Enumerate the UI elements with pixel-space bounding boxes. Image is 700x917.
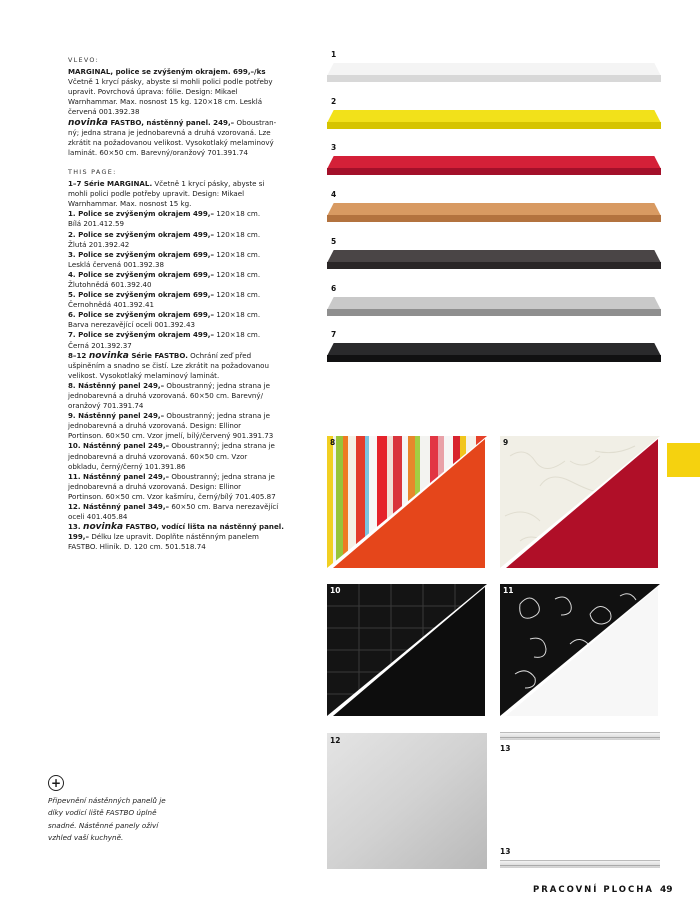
novinka-label: novinka bbox=[88, 350, 129, 361]
this-page-lines bbox=[68, 179, 290, 552]
shelf-front-edge bbox=[327, 215, 661, 222]
plain-text: Portinson. 60×50 cm. Vzor jmelí, bílý/červený 901.391.73 bbox=[68, 431, 274, 441]
plain-text: Oboustranný; jedna strana je bbox=[169, 441, 275, 451]
shelf-front-edge bbox=[327, 122, 661, 129]
footer-section-title: PRACOVNÍ PLOCHA bbox=[533, 885, 654, 895]
plain-text: Ochrání zeď před bbox=[187, 350, 252, 360]
text-line bbox=[68, 532, 290, 542]
text-line bbox=[68, 260, 290, 270]
text-line bbox=[68, 381, 290, 391]
panel-number-9: 9 bbox=[503, 438, 509, 447]
plain-text: 120×18 cm. bbox=[214, 229, 261, 239]
plain-text: obkladu, černý/černý 101.391.86 bbox=[68, 461, 186, 471]
plain-text: Bílá 201.412.59 bbox=[68, 219, 125, 229]
plain-text: Oboustranný; jedna strana je bbox=[164, 380, 270, 390]
text-line bbox=[68, 401, 290, 411]
vlevo-lines bbox=[68, 67, 290, 117]
panel-10 bbox=[327, 584, 487, 716]
plain-text: jednobarevná a druhá vzorovaná. Design: Ellinor bbox=[68, 421, 242, 431]
shelf-front-edge bbox=[327, 75, 661, 82]
text-line bbox=[68, 472, 290, 482]
plain-text: 120×18 cm. bbox=[214, 310, 261, 320]
plain-text: Lesklá červená 001.392.38 bbox=[68, 259, 165, 269]
bold-text: MARGINAL, police se zvýšeným okrajem. 699,–/ks bbox=[68, 67, 266, 77]
plain-text: Černohnědá 401.392.41 bbox=[68, 300, 155, 310]
shelf-number-1: 1 bbox=[331, 50, 337, 59]
caption-line: snadné. Nástěnné panely oživí bbox=[48, 820, 159, 830]
plain-text: červená 001.392.38 bbox=[68, 107, 140, 117]
shelf-front-edge bbox=[327, 309, 661, 316]
caption-line: Připevnění nástěnných panelů je bbox=[48, 796, 166, 805]
plain-text: Portinson. 60×50 cm. Vzor kašmíru, černý/bílý 701.405.87 bbox=[68, 491, 276, 501]
bold-text: 9. Nástěnný panel 249,– bbox=[68, 411, 165, 421]
text-line bbox=[68, 361, 290, 371]
panel-12-graphic bbox=[327, 733, 487, 869]
vlevo-fastbo-lines bbox=[68, 128, 290, 158]
bold-text: 8. Nástěnný panel 249,– bbox=[68, 380, 165, 390]
shelf-2 bbox=[327, 110, 661, 129]
plain-text: oceli 401.405.84 bbox=[68, 512, 128, 522]
panel-12 bbox=[327, 733, 487, 869]
panel-11 bbox=[500, 584, 660, 716]
bold-text: 2. Police se zvýšeným okrajem 499,– bbox=[68, 229, 215, 239]
bold-text: 10. Nástěnný panel 249,– bbox=[68, 441, 170, 451]
text-line bbox=[68, 330, 290, 340]
caption-line: díky vodicí liště FASTBO úplně bbox=[48, 808, 157, 818]
plain-text: jednobarevná a druhá vzorovaná. 60×50 cm. Barevný/ bbox=[68, 391, 264, 400]
panel-8-graphic bbox=[327, 436, 487, 568]
fastbo-title: FASTBO, nástěnný panel. 249,– bbox=[108, 117, 235, 127]
section-tab-marker bbox=[667, 443, 700, 477]
rail-13-bottom bbox=[500, 860, 660, 868]
fastbo-desc: Oboustran- bbox=[234, 117, 277, 127]
rail-13-top bbox=[500, 732, 660, 740]
plain-text: Warnhammar. Max. nosnost 15 kg. 120×18 cm. Lesklá bbox=[68, 97, 263, 107]
plain-text: velikost. Vysokotlaký melaminový laminát. bbox=[68, 370, 220, 380]
shelf-number-5: 5 bbox=[331, 237, 337, 246]
plain-text: 120×18 cm. bbox=[214, 269, 261, 279]
shelf-number-2: 2 bbox=[331, 97, 337, 106]
text-line bbox=[68, 97, 290, 107]
shelf-number-6: 6 bbox=[331, 284, 337, 293]
stainless-steel-surface bbox=[327, 733, 487, 869]
plain-text: ušpiněním a snadno se čistí. Lze zkrátit na požadovanou bbox=[68, 360, 269, 370]
panel-8 bbox=[327, 436, 487, 568]
text-line bbox=[68, 199, 290, 209]
bold-text: 4. Police se zvýšeným okrajem 699,– bbox=[68, 269, 215, 279]
text-line bbox=[68, 270, 290, 280]
plain-text: oranžový 701.391.74 bbox=[68, 401, 144, 411]
bold-text: 6. Police se zvýšeným okrajem 699,– bbox=[68, 310, 215, 320]
product-text-column bbox=[68, 55, 290, 553]
plain-text: Warnhammar. Max. nosnost 15 kg. bbox=[68, 199, 192, 209]
bold-text: FASTBO, vodící lišta na nástěnný panel. bbox=[123, 522, 284, 532]
shelf-number-7: 7 bbox=[331, 330, 337, 339]
bold-text: 199,– bbox=[68, 532, 90, 542]
bold-text: 8–12 bbox=[68, 350, 89, 360]
plain-text: Včetně 1 krycí pásky, abyste si bbox=[152, 179, 265, 189]
shelf-1 bbox=[327, 63, 661, 82]
caption-line: vzhled vaší kuchyně. bbox=[48, 832, 124, 842]
panel-9-graphic bbox=[500, 436, 660, 568]
text-line bbox=[68, 290, 290, 300]
bold-text: 12. Nástěnný panel 349,– bbox=[68, 502, 170, 512]
text-line bbox=[68, 280, 290, 290]
page-number: 49 bbox=[660, 885, 673, 895]
text-line bbox=[68, 219, 290, 229]
text-line bbox=[68, 411, 290, 421]
text-line: laminát. 60×50 cm. Barevný/oranžový 701.391.74 bbox=[68, 147, 248, 157]
text-line bbox=[68, 240, 290, 250]
bold-text: 3. Police se zvýšeným okrajem 699,– bbox=[68, 249, 215, 259]
plus-icon: + bbox=[48, 775, 64, 791]
text-line bbox=[68, 482, 290, 492]
text-line bbox=[68, 492, 290, 502]
text-line bbox=[68, 87, 290, 97]
text-line: ný; jedna strana je jednobarevná a druhá vzorovaná. Lze bbox=[68, 127, 271, 137]
text-line bbox=[68, 179, 290, 189]
novinka-label: novinka bbox=[68, 117, 109, 128]
plain-text: upravit. Povrchová úprava: fólie. Design: Mikael bbox=[68, 87, 238, 97]
text-line bbox=[68, 502, 290, 512]
text-line bbox=[68, 512, 290, 522]
vlevo-fastbo bbox=[68, 118, 290, 128]
text-line bbox=[68, 542, 290, 552]
text-line bbox=[68, 310, 290, 320]
shelf-3 bbox=[327, 156, 661, 175]
bold-text: 1–7 Série MARGINAL. bbox=[68, 179, 153, 189]
plain-text: Černá 201.392.37 bbox=[68, 340, 132, 350]
shelf-number-3: 3 bbox=[331, 143, 337, 152]
plain-text: Žlutohnědá 601.392.40 bbox=[68, 279, 152, 289]
text-line bbox=[68, 67, 290, 77]
plain-text: Včetně 1 krycí pásky, abyste si mohli polici podle potřeby bbox=[68, 77, 273, 87]
shelf-7 bbox=[327, 343, 661, 362]
panel-number-11: 11 bbox=[503, 586, 514, 595]
rail-number-13-bottom: 13 bbox=[500, 847, 511, 856]
text-line bbox=[68, 452, 290, 462]
text-line bbox=[68, 522, 290, 532]
text-line bbox=[68, 250, 290, 260]
panel-9 bbox=[500, 436, 660, 568]
text-line bbox=[68, 371, 290, 381]
shelf-front-edge bbox=[327, 262, 661, 269]
text-line bbox=[68, 107, 290, 117]
text-line bbox=[68, 351, 290, 361]
panel-number-10: 10 bbox=[330, 586, 341, 595]
shelf-front-edge bbox=[327, 355, 661, 362]
plain-text: Oboustranný; jedna strana je bbox=[164, 411, 270, 421]
text-line bbox=[68, 320, 290, 330]
bold-text: 5. Police se zvýšeným okrajem 699,– bbox=[68, 290, 215, 300]
bold-text: 13. bbox=[68, 522, 84, 532]
plain-text: 120×18 cm. bbox=[214, 249, 261, 259]
plain-text: 120×18 cm. bbox=[214, 330, 261, 340]
text-line: zkrátit na požadovanou velikost. Vysokotlaký melaminový bbox=[68, 137, 274, 147]
plain-text: Barva nerezavějící oceli 001.392.43 bbox=[68, 320, 196, 330]
text-line bbox=[68, 391, 290, 401]
text-line bbox=[68, 189, 290, 199]
text-line bbox=[68, 77, 290, 87]
panel-10-graphic bbox=[327, 584, 487, 716]
text-line bbox=[68, 209, 290, 219]
bold-text: 11. Nástěnný panel 249,– bbox=[68, 471, 170, 481]
plain-text: jednobarevná a druhá vzorovaná. Design: Ellinor bbox=[68, 481, 242, 491]
shelf-front-edge bbox=[327, 168, 661, 175]
plain-text: Délku lze upravit. Doplňte nástěnným panelem bbox=[89, 532, 259, 542]
text-line bbox=[68, 341, 290, 351]
text-line bbox=[68, 421, 290, 431]
shelf-6 bbox=[327, 297, 661, 316]
this-page-heading: THIS PAGE: bbox=[68, 167, 117, 176]
plain-text: mohli polici podle potřeby upravit. Design: Mikael bbox=[68, 189, 245, 199]
shelf-number-4: 4 bbox=[331, 190, 337, 199]
panel-number-8: 8 bbox=[330, 438, 336, 447]
vlevo-heading: VLEVO: bbox=[68, 56, 100, 64]
plain-text: 60×50 cm. Barva nerezavějící bbox=[169, 502, 279, 512]
shelf-4 bbox=[327, 203, 661, 222]
text-line bbox=[68, 300, 290, 310]
panel-11-graphic bbox=[500, 584, 660, 716]
plain-text: 120×18 cm. bbox=[214, 290, 261, 300]
plain-text: Oboustranný; jedna strana je bbox=[169, 471, 275, 481]
text-line bbox=[68, 230, 290, 240]
bold-text: 1. Police se zvýšeným okrajem 499,– bbox=[68, 209, 215, 219]
text-line bbox=[68, 441, 290, 451]
text-line bbox=[68, 431, 290, 441]
plain-text: 120×18 cm. bbox=[214, 209, 261, 219]
plain-text: Žlutá 201.392.42 bbox=[68, 239, 130, 249]
plain-text: FASTBO. Hliník. D. 120 cm. 501.518.74 bbox=[68, 542, 206, 552]
text-line bbox=[68, 462, 290, 472]
plain-text: jednobarevná a druhá vzorovaná. 60×50 cm. Vzor bbox=[68, 451, 248, 461]
shelf-5 bbox=[327, 250, 661, 269]
rail-number-13-top: 13 bbox=[500, 744, 511, 753]
bold-text: Série FASTBO. bbox=[128, 350, 188, 360]
panel-number-12: 12 bbox=[330, 736, 341, 745]
bold-text: 7. Police se zvýšeným okrajem 499,– bbox=[68, 330, 215, 340]
novinka-label: novinka bbox=[83, 522, 124, 533]
mounting-caption bbox=[48, 795, 178, 844]
